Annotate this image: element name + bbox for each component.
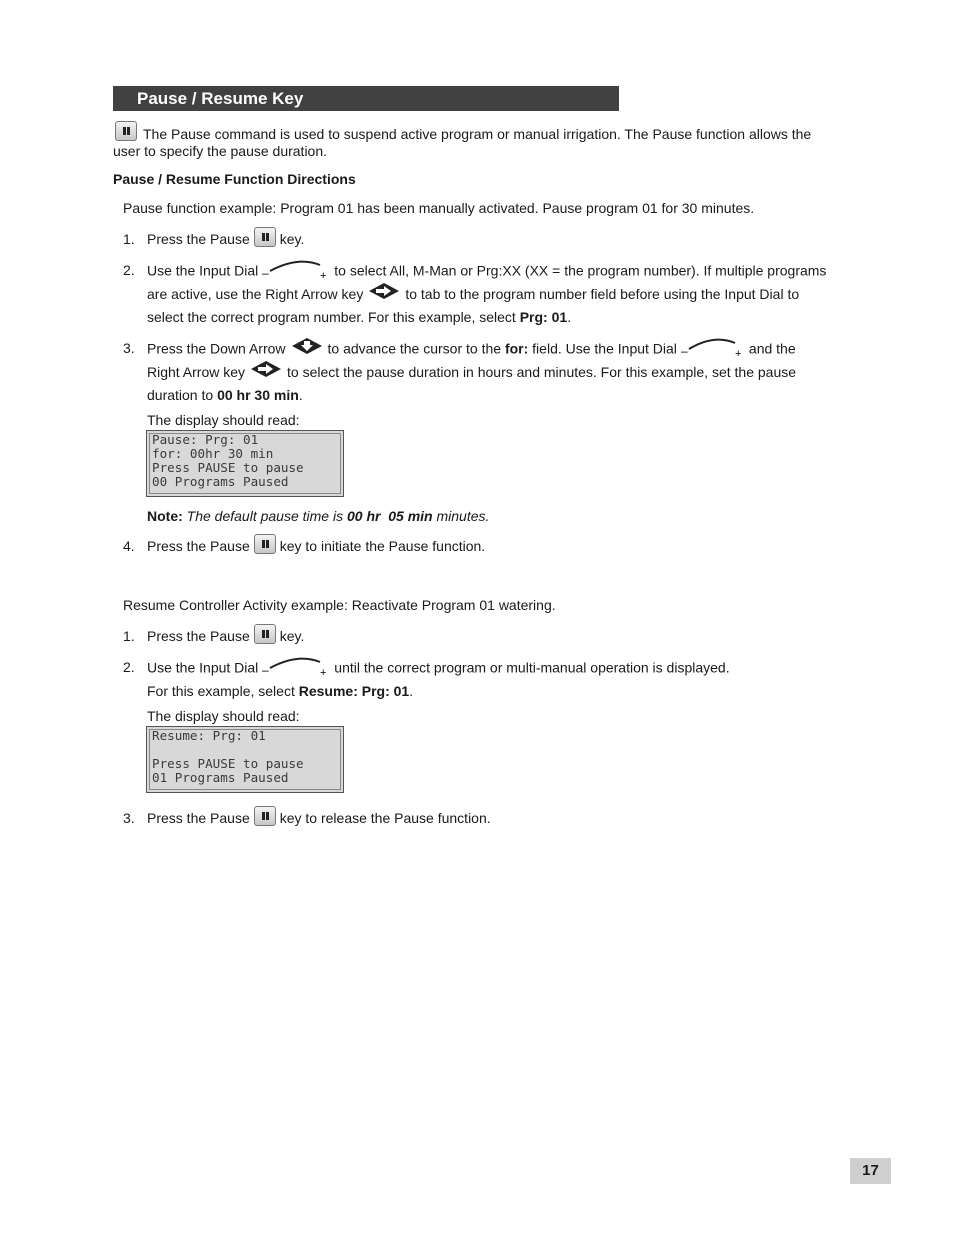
right-arrow-key-icon	[249, 359, 283, 379]
page-number: 17	[850, 1158, 891, 1184]
lcd-line: 01 Programs Paused	[152, 770, 289, 785]
resume-lcd-display	[146, 726, 344, 793]
pause-key-icon	[254, 806, 276, 826]
pause-step-2-line-a: Use the Input Dial – + to select All, M-Man or Prg:XX (XX = the program number). If multiple programs	[147, 261, 826, 283]
resume-step-2-number: 2.	[123, 659, 135, 675]
resume-step-3-number: 3.	[123, 810, 135, 826]
resume-step-1: Press the Pause key.	[147, 627, 304, 647]
pause-step-2-line-b: are active, use the Right Arrow key to tab to the program number field before using the Input Dial to	[147, 285, 799, 305]
intro-line-1: The Pause command is used to suspend active program or manual irrigation. The Pause function allows the	[113, 125, 811, 145]
resume-step-1-number: 1.	[123, 628, 135, 644]
pause-display-label: The display should read:	[147, 412, 300, 428]
resume-step-2-line-a: Use the Input Dial – + until the correct program or multi-manual operation is displayed.	[147, 658, 730, 680]
pause-key-icon	[115, 121, 137, 141]
resume-example-intro: Resume Controller Activity example: Reactivate Program 01 watering.	[123, 597, 556, 613]
resume-step-3: Press the Pause key to release the Pause function.	[147, 809, 491, 829]
svg-text:+: +	[320, 667, 327, 677]
lcd-line: Press PAUSE to pause	[152, 756, 304, 771]
svg-text:–: –	[680, 344, 688, 358]
pause-key-icon	[254, 227, 276, 247]
pause-step-3-line-c: duration to 00 hr 30 min.	[147, 387, 303, 403]
pause-step-4: Press the Pause key to initiate the Pause function.	[147, 537, 485, 557]
input-dial-icon	[681, 336, 745, 358]
pause-step-2-number: 2.	[123, 262, 135, 278]
pause-lcd-display	[146, 430, 344, 497]
input-dial-icon	[262, 655, 330, 677]
resume-display-label: The display should read:	[147, 708, 300, 724]
pause-key-icon	[254, 534, 276, 554]
subheading: Pause / Resume Function Directions	[113, 171, 356, 187]
pause-step-1: Press the Pause key.	[147, 230, 304, 250]
section-title: Pause / Resume Key	[137, 89, 304, 108]
lcd-line	[152, 743, 343, 757]
svg-text:–: –	[262, 266, 269, 280]
pause-step-4-number: 4.	[123, 538, 135, 554]
pause-note: Note: The default pause time is 00 hr 05 min minutes.	[147, 508, 490, 524]
svg-text:+: +	[320, 270, 327, 280]
pause-step-3-line-a: Press the Down Arrow to advance the cursor to the for: field. Use the Input Dial – + and the	[147, 339, 796, 361]
lcd-line: Resume: Prg: 01	[152, 728, 266, 743]
pause-step-1-number: 1.	[123, 231, 135, 247]
lcd-line: for: 00hr 30 min	[152, 446, 274, 461]
input-dial-icon	[262, 258, 330, 280]
down-arrow-key-icon	[290, 336, 324, 356]
pause-key-icon	[254, 624, 276, 644]
svg-text:–: –	[262, 663, 269, 677]
right-arrow-key-icon	[367, 281, 401, 301]
lcd-line: 00 Programs Paused	[152, 474, 289, 489]
intro-line-2: user to specify the pause duration.	[113, 143, 328, 159]
pause-step-3-line-b: Right Arrow key to select the pause duration in hours and minutes. For this example, set the pause	[147, 363, 796, 383]
lcd-line: Pause: Prg: 01	[152, 432, 259, 447]
pause-example-intro: Pause function example: Program 01 has been manually activated. Pause program 01 for 30 minutes.	[123, 200, 755, 216]
resume-step-2-line-b: For this example, select Resume: Prg: 01.	[147, 683, 414, 699]
section-title-banner	[113, 86, 619, 111]
svg-text:+: +	[734, 348, 742, 358]
pause-step-3-number: 3.	[123, 340, 135, 356]
pause-step-2-line-c: select the correct program number. For this example, select Prg: 01.	[147, 309, 572, 325]
lcd-line: Press PAUSE to pause	[152, 460, 304, 475]
